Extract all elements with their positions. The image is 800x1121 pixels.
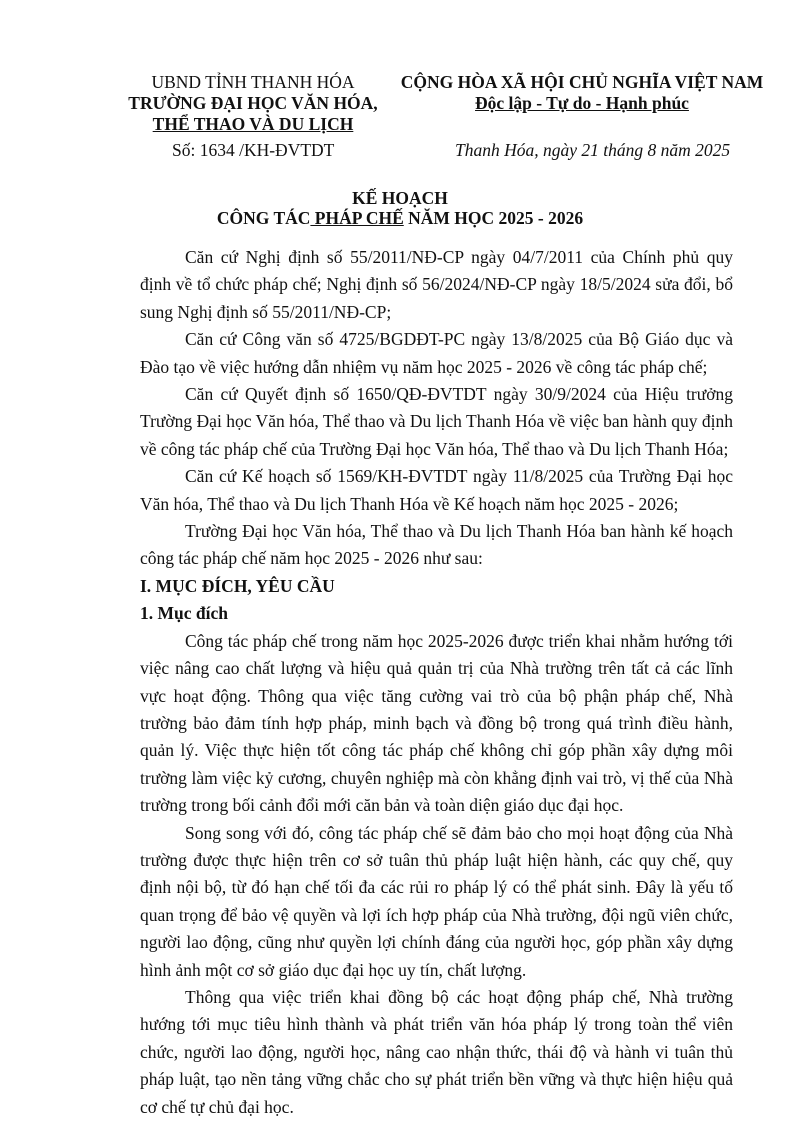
paragraph-3: Thông qua việc triển khai đồng bộ các hoạt động pháp chế, Nhà trường hướng tới mục tiêu hình thành và phát triển văn hóa pháp lý trong toàn thể viên chức, người lao động, người học, nâng cao nhận thức, thái độ và hành vi tuân thủ pháp luật, tạo nền tảng vững chắc cho sự phát triển bền vững và thực hiện hiệu quả cơ chế tự chủ đại học. [140,986,733,1117]
legal-basis-4: Căn cứ Kế hoạch số 1569/KH-ĐVTDT ngày 11/8/2025 của Trường Đại học Văn hóa, Thể thao và Du lịch Thanh Hóa về Kế hoạch năm học 2025 - 2026; [140,466,733,514]
subtitle-part-a: CÔNG TÁC [216,208,311,228]
intro-paragraph: Trường Đại học Văn hóa, Thể thao và Du lịch Thanh Hóa ban hành kế hoạch công tác pháp chế năm học 2025 - 2026 như sau: [140,521,733,569]
document-subtitle [0,208,800,229]
national-motto: Độc lập - Tự do - Hạnh phúc [475,93,689,113]
legal-basis-2: Căn cứ Công văn số 4725/BGDĐT-PC ngày 13/8/2025 của Bộ Giáo dục và Đào tạo về việc hướng dẫn nhiệm vụ năm học 2025 - 2026 về công tác pháp chế; [140,329,733,377]
org-name-line2: THỂ THAO VÀ DU LỊCH [152,114,354,134]
section-heading: I. MỤC ĐÍCH, YÊU CẦU [140,575,335,596]
subtitle-part-c: NĂM HỌC 2025 - 2026 [403,208,584,228]
subtitle-part-b: PHÁP CHẾ [310,208,404,228]
authority-name: UBND TỈNH THANH HÓA [151,72,355,92]
legal-basis-1: Căn cứ Nghị định số 55/2011/NĐ-CP ngày 04/7/2011 của Chính phủ quy định về tổ chức pháp chế; Nghị định số 56/2024/NĐ-CP ngày 18/5/2024 sửa đổi, bổ sung Nghị định số 55/2011/NĐ-CP; [140,247,733,322]
national-title [392,72,772,114]
document-body [140,244,733,1121]
paragraph-1: Công tác pháp chế trong năm học 2025-2026 được triển khai nhằm hướng tới việc nâng cao chất lượng và hiệu quả quản trị của Nhà trường trên tất cả các lĩnh vực hoạt động. Thông qua việc tăng cường vai trò của bộ phận pháp chế, Nhà trường bảo đảm tính hợp pháp, minh bạch và đồng bộ trong quá trình điều hành, quản lý. Việc thực hiện tốt công tác pháp chế không chỉ góp phần xây dựng môi trường làm việc kỷ cương, chuyên nghiệp mà còn khẳng định vai trò, vị thế của Nhà trường trong bối cảnh đổi mới căn bản và toàn diện giáo dục đại học. [140,630,733,816]
paragraph-2: Song song với đó, công tác pháp chế sẽ đảm bảo cho mọi hoạt động của Nhà trường được thực hiện trên cơ sở tuân thủ pháp luật hiện hành, các quy chế, quy định nội bộ, từ đó hạn chế tối đa các rủi ro pháp lý có thể phát sinh. Đây là yếu tố quan trọng để bảo vệ quyền và lợi ích hợp pháp của Nhà trường, đội ngũ viên chức, người lao động, cũng như quyền lợi chính đáng của người học, góp phần xây dựng hình ảnh một cơ sở giáo dục đại học uy tín, chất lượng. [140,822,733,980]
subsection-heading: 1. Mục đích [140,603,228,624]
nation-name: CỘNG HÒA XÃ HỘI CHỦ NGHĨA VIỆT NAM [400,72,764,92]
document-title: KẾ HOẠCH [352,188,448,208]
document-number: Số: 1634 /KH-ĐVTDT [172,140,335,160]
date-line: Thanh Hóa, ngày 21 tháng 8 năm 2025 [455,140,731,160]
legal-basis-3: Căn cứ Quyết định số 1650/QĐ-ĐVTDT ngày 30/9/2024 của Hiệu trưởng Trường Đại học Văn hóa, Thể thao và Du lịch Thanh Hóa về việc ban hành quy định về công tác pháp chế của Trường Đại học Văn hóa, Thể thao và Du lịch Thanh Hóa; [140,384,733,459]
org-name-line1: TRƯỜNG ĐẠI HỌC VĂN HÓA, [128,93,378,113]
issuing-organization [118,72,388,135]
